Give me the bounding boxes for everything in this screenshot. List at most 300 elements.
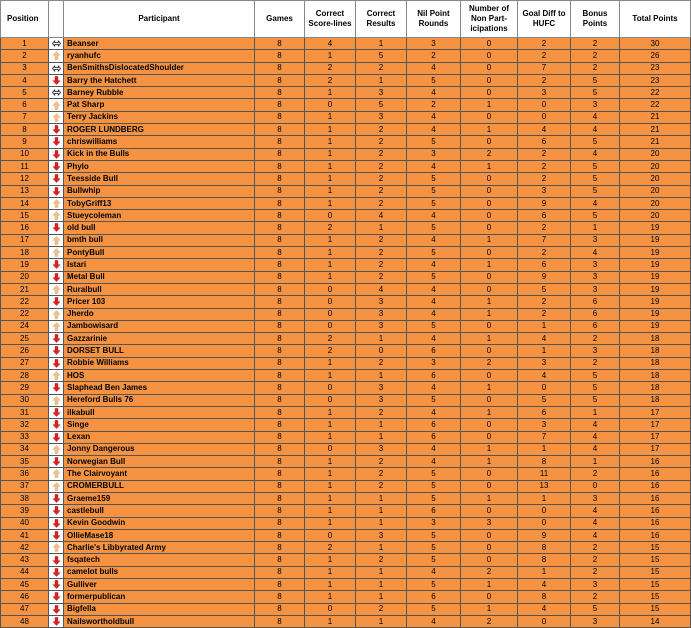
cell-bonus: 5 — [571, 87, 620, 99]
cell-total: 16 — [620, 517, 691, 529]
cell-results: 2 — [356, 160, 407, 172]
cell-total: 20 — [620, 185, 691, 197]
cell-goal-diff: 9 — [518, 271, 571, 283]
movement-indicator — [49, 124, 64, 136]
table-row — [1, 333, 691, 345]
cell-total: 20 — [620, 160, 691, 172]
cell-bonus: 4 — [571, 505, 620, 517]
cell-bonus: 4 — [571, 124, 620, 136]
cell-score-lines: 1 — [305, 615, 356, 627]
cell-score-lines: 1 — [305, 357, 356, 369]
cell-games: 8 — [255, 419, 305, 431]
cell-position: 8 — [1, 124, 49, 136]
cell-score-lines: 1 — [305, 173, 356, 185]
cell-position: 27 — [1, 357, 49, 369]
cell-participant: TobyGriff13 — [64, 197, 255, 209]
cell-non-participations: 1 — [461, 333, 518, 345]
cell-score-lines: 1 — [305, 517, 356, 529]
movement-indicator — [49, 382, 64, 394]
cell-score-lines: 0 — [305, 603, 356, 615]
cell-bonus: 4 — [571, 111, 620, 123]
movement-indicator — [49, 185, 64, 197]
cell-results: 2 — [356, 271, 407, 283]
cell-nil-rounds: 4 — [407, 296, 461, 308]
cell-participant: Gulliver — [64, 579, 255, 591]
cell-score-lines: 0 — [305, 529, 356, 541]
table-row — [1, 136, 691, 148]
cell-position: 1 — [1, 38, 49, 50]
cell-score-lines: 0 — [305, 296, 356, 308]
cell-results: 3 — [356, 308, 407, 320]
cell-bonus: 5 — [571, 136, 620, 148]
cell-nil-rounds: 6 — [407, 591, 461, 603]
cell-results: 3 — [356, 529, 407, 541]
cell-nil-rounds: 4 — [407, 566, 461, 578]
cell-position: 48 — [1, 615, 49, 627]
cell-nil-rounds: 4 — [407, 111, 461, 123]
cell-non-participations: 0 — [461, 431, 518, 443]
cell-non-participations: 1 — [461, 124, 518, 136]
cell-nil-rounds: 6 — [407, 419, 461, 431]
cell-games: 8 — [255, 370, 305, 382]
cell-position: 38 — [1, 492, 49, 504]
cell-goal-diff: 3 — [518, 185, 571, 197]
cell-score-lines: 1 — [305, 566, 356, 578]
cell-total: 19 — [620, 259, 691, 271]
cell-bonus: 5 — [571, 74, 620, 86]
cell-games: 8 — [255, 492, 305, 504]
cell-games: 8 — [255, 591, 305, 603]
cell-participant: Graeme159 — [64, 492, 255, 504]
cell-position: 11 — [1, 160, 49, 172]
cell-position: 2 — [1, 50, 49, 62]
cell-participant: Beanser — [64, 38, 255, 50]
up-arrow-icon — [52, 211, 61, 220]
cell-goal-diff: 1 — [518, 492, 571, 504]
up-arrow-icon — [52, 51, 61, 60]
cell-score-lines: 1 — [305, 480, 356, 492]
down-arrow-icon — [52, 408, 61, 417]
cell-participant: Stueycoleman — [64, 210, 255, 222]
cell-goal-diff: 7 — [518, 431, 571, 443]
table-row — [1, 394, 691, 406]
cell-goal-diff: 2 — [518, 296, 571, 308]
movement-indicator — [49, 38, 64, 50]
cell-total: 16 — [620, 492, 691, 504]
cell-participant: ryanhufc — [64, 50, 255, 62]
cell-score-lines: 2 — [305, 333, 356, 345]
cell-non-participations: 0 — [461, 554, 518, 566]
down-arrow-icon — [52, 297, 61, 306]
cell-goal-diff: 0 — [518, 615, 571, 627]
cell-goal-diff: 2 — [518, 74, 571, 86]
cell-participant: chriswilliams — [64, 136, 255, 148]
header-nil-rounds: Nil Point Rounds — [407, 1, 461, 38]
cell-nil-rounds: 5 — [407, 74, 461, 86]
cell-position: 36 — [1, 468, 49, 480]
cell-bonus: 4 — [571, 419, 620, 431]
cell-total: 17 — [620, 419, 691, 431]
up-arrow-icon — [52, 482, 61, 491]
movement-indicator — [49, 283, 64, 295]
cell-results: 2 — [356, 247, 407, 259]
cell-participant: Slaphead Ben James — [64, 382, 255, 394]
cell-total: 18 — [620, 345, 691, 357]
cell-goal-diff: 2 — [518, 222, 571, 234]
cell-participant: ilkabull — [64, 406, 255, 418]
cell-position: 28 — [1, 370, 49, 382]
cell-total: 23 — [620, 74, 691, 86]
cell-nil-rounds: 4 — [407, 259, 461, 271]
table-row — [1, 406, 691, 418]
cell-position: 12 — [1, 173, 49, 185]
cell-goal-diff: 7 — [518, 62, 571, 74]
up-arrow-icon — [52, 101, 61, 110]
table-row — [1, 283, 691, 295]
movement-indicator — [49, 517, 64, 529]
cell-position: 35 — [1, 456, 49, 468]
cell-results: 1 — [356, 615, 407, 627]
cell-games: 8 — [255, 222, 305, 234]
table-row — [1, 74, 691, 86]
cell-participant: Singe — [64, 419, 255, 431]
cell-participant: castlebull — [64, 505, 255, 517]
cell-nil-rounds: 2 — [407, 50, 461, 62]
cell-participant: HOS — [64, 370, 255, 382]
cell-bonus: 4 — [571, 148, 620, 160]
cell-results: 1 — [356, 505, 407, 517]
cell-results: 1 — [356, 542, 407, 554]
movement-indicator — [49, 259, 64, 271]
movement-indicator — [49, 173, 64, 185]
cell-goal-diff: 3 — [518, 87, 571, 99]
table-row — [1, 492, 691, 504]
cell-results: 5 — [356, 50, 407, 62]
cell-non-participations: 0 — [461, 345, 518, 357]
cell-total: 18 — [620, 357, 691, 369]
cell-total: 23 — [620, 62, 691, 74]
cell-total: 17 — [620, 406, 691, 418]
cell-position: 30 — [1, 394, 49, 406]
cell-total: 18 — [620, 382, 691, 394]
down-arrow-icon — [52, 568, 61, 577]
cell-position: 21 — [1, 283, 49, 295]
up-arrow-icon — [52, 310, 61, 319]
cell-non-participations: 0 — [461, 542, 518, 554]
cell-position: 39 — [1, 505, 49, 517]
cell-results: 1 — [356, 492, 407, 504]
table-body — [1, 38, 691, 628]
cell-score-lines: 1 — [305, 505, 356, 517]
cell-non-participations: 1 — [461, 308, 518, 320]
down-arrow-icon — [52, 383, 61, 392]
movement-indicator — [49, 74, 64, 86]
cell-bonus: 5 — [571, 382, 620, 394]
cell-results: 1 — [356, 38, 407, 50]
cell-results: 2 — [356, 185, 407, 197]
cell-position: 44 — [1, 566, 49, 578]
cell-position: 18 — [1, 247, 49, 259]
cell-position: 17 — [1, 234, 49, 246]
table-row — [1, 210, 691, 222]
cell-bonus: 3 — [571, 615, 620, 627]
cell-goal-diff: 4 — [518, 370, 571, 382]
header-total: Total Points — [620, 1, 691, 38]
cell-non-participations: 1 — [461, 382, 518, 394]
cell-non-participations: 1 — [461, 406, 518, 418]
cell-position: 24 — [1, 320, 49, 332]
cell-score-lines: 1 — [305, 50, 356, 62]
cell-score-lines: 1 — [305, 492, 356, 504]
cell-non-participations: 0 — [461, 222, 518, 234]
cell-total: 21 — [620, 111, 691, 123]
cell-games: 8 — [255, 234, 305, 246]
cell-games: 8 — [255, 296, 305, 308]
cell-goal-diff: 5 — [518, 283, 571, 295]
cell-nil-rounds: 5 — [407, 185, 461, 197]
cell-nil-rounds: 5 — [407, 271, 461, 283]
cell-results: 2 — [356, 197, 407, 209]
cell-total: 26 — [620, 50, 691, 62]
header-movement — [49, 1, 64, 38]
cell-results: 1 — [356, 419, 407, 431]
cell-bonus: 5 — [571, 210, 620, 222]
cell-results: 1 — [356, 566, 407, 578]
movement-indicator — [49, 406, 64, 418]
cell-nil-rounds: 5 — [407, 247, 461, 259]
cell-non-participations: 0 — [461, 173, 518, 185]
movement-indicator — [49, 394, 64, 406]
cell-nil-rounds: 5 — [407, 197, 461, 209]
movement-indicator — [49, 197, 64, 209]
cell-non-participations: 1 — [461, 259, 518, 271]
cell-bonus: 3 — [571, 259, 620, 271]
cell-nil-rounds: 5 — [407, 222, 461, 234]
cell-bonus: 4 — [571, 529, 620, 541]
cell-games: 8 — [255, 382, 305, 394]
cell-bonus: 1 — [571, 222, 620, 234]
movement-indicator — [49, 468, 64, 480]
table-row — [1, 615, 691, 627]
cell-total: 19 — [620, 247, 691, 259]
cell-participant: Phylo — [64, 160, 255, 172]
cell-nil-rounds: 4 — [407, 615, 461, 627]
cell-goal-diff: 2 — [518, 148, 571, 160]
cell-results: 3 — [356, 394, 407, 406]
cell-bonus: 3 — [571, 99, 620, 111]
cell-nil-rounds: 4 — [407, 333, 461, 345]
table-row — [1, 357, 691, 369]
cell-nil-rounds: 5 — [407, 542, 461, 554]
cell-score-lines: 1 — [305, 406, 356, 418]
cell-goal-diff: 4 — [518, 124, 571, 136]
cell-bonus: 6 — [571, 308, 620, 320]
cell-total: 16 — [620, 468, 691, 480]
cell-nil-rounds: 6 — [407, 505, 461, 517]
table-row — [1, 296, 691, 308]
header-row — [1, 1, 691, 38]
cell-non-participations: 2 — [461, 566, 518, 578]
down-arrow-icon — [52, 346, 61, 355]
movement-indicator — [49, 136, 64, 148]
cell-results: 1 — [356, 370, 407, 382]
cell-games: 8 — [255, 357, 305, 369]
table-row — [1, 99, 691, 111]
cell-non-participations: 1 — [461, 234, 518, 246]
cell-score-lines: 1 — [305, 87, 356, 99]
cell-games: 8 — [255, 271, 305, 283]
cell-nil-rounds: 4 — [407, 456, 461, 468]
left-right-arrow-icon — [52, 64, 61, 73]
cell-score-lines: 1 — [305, 197, 356, 209]
cell-position: 45 — [1, 579, 49, 591]
movement-indicator — [49, 222, 64, 234]
cell-participant: Kick in the Bulls — [64, 148, 255, 160]
cell-bonus: 2 — [571, 591, 620, 603]
cell-non-participations: 0 — [461, 529, 518, 541]
cell-position: 43 — [1, 554, 49, 566]
cell-total: 17 — [620, 431, 691, 443]
movement-indicator — [49, 591, 64, 603]
cell-bonus: 6 — [571, 296, 620, 308]
cell-bonus: 2 — [571, 554, 620, 566]
table-row — [1, 111, 691, 123]
movement-indicator — [49, 431, 64, 443]
cell-position: 29 — [1, 382, 49, 394]
cell-position: 9 — [1, 136, 49, 148]
cell-total: 15 — [620, 566, 691, 578]
cell-games: 8 — [255, 38, 305, 50]
table-row — [1, 173, 691, 185]
header-goal-diff: Goal Diff to HUFC — [518, 1, 571, 38]
cell-score-lines: 1 — [305, 247, 356, 259]
cell-position: 22 — [1, 308, 49, 320]
left-right-arrow-icon — [52, 88, 61, 97]
cell-participant: Kevin Goodwin — [64, 517, 255, 529]
cell-position: 25 — [1, 333, 49, 345]
cell-participant: Teesside Bull — [64, 173, 255, 185]
up-arrow-icon — [52, 285, 61, 294]
cell-nil-rounds: 4 — [407, 406, 461, 418]
cell-nil-rounds: 3 — [407, 148, 461, 160]
cell-games: 8 — [255, 406, 305, 418]
cell-total: 16 — [620, 529, 691, 541]
cell-position: 41 — [1, 529, 49, 541]
cell-goal-diff: 2 — [518, 308, 571, 320]
cell-games: 8 — [255, 566, 305, 578]
cell-non-participations: 1 — [461, 443, 518, 455]
cell-games: 8 — [255, 394, 305, 406]
movement-indicator — [49, 160, 64, 172]
cell-nil-rounds: 3 — [407, 517, 461, 529]
movement-indicator — [49, 247, 64, 259]
cell-score-lines: 0 — [305, 382, 356, 394]
table-row — [1, 542, 691, 554]
cell-non-participations: 0 — [461, 320, 518, 332]
cell-nil-rounds: 4 — [407, 87, 461, 99]
table-row — [1, 456, 691, 468]
table-row — [1, 370, 691, 382]
cell-position: 31 — [1, 406, 49, 418]
cell-results: 1 — [356, 74, 407, 86]
cell-nil-rounds: 5 — [407, 492, 461, 504]
cell-position: 16 — [1, 222, 49, 234]
movement-indicator — [49, 579, 64, 591]
cell-participant: PontyBull — [64, 247, 255, 259]
cell-nil-rounds: 5 — [407, 579, 461, 591]
cell-results: 1 — [356, 579, 407, 591]
movement-indicator — [49, 308, 64, 320]
cell-games: 8 — [255, 160, 305, 172]
cell-results: 2 — [356, 406, 407, 418]
cell-games: 8 — [255, 529, 305, 541]
table-row — [1, 554, 691, 566]
cell-nil-rounds: 5 — [407, 554, 461, 566]
cell-score-lines: 2 — [305, 74, 356, 86]
cell-goal-diff: 11 — [518, 468, 571, 480]
table-row — [1, 505, 691, 517]
table-row — [1, 603, 691, 615]
cell-games: 8 — [255, 259, 305, 271]
movement-indicator — [49, 529, 64, 541]
table-row — [1, 480, 691, 492]
cell-bonus: 6 — [571, 320, 620, 332]
cell-position: 7 — [1, 111, 49, 123]
cell-score-lines: 2 — [305, 62, 356, 74]
up-arrow-icon — [52, 322, 61, 331]
cell-non-participations: 0 — [461, 74, 518, 86]
cell-score-lines: 2 — [305, 345, 356, 357]
cell-bonus: 1 — [571, 406, 620, 418]
table-row — [1, 529, 691, 541]
header-participant: Participant — [64, 1, 255, 38]
cell-position: 40 — [1, 517, 49, 529]
cell-participant: CROMERBULL — [64, 480, 255, 492]
cell-non-participations: 0 — [461, 283, 518, 295]
cell-bonus: 4 — [571, 517, 620, 529]
table-row — [1, 197, 691, 209]
cell-goal-diff: 0 — [518, 517, 571, 529]
cell-non-participations: 1 — [461, 492, 518, 504]
cell-non-participations: 3 — [461, 517, 518, 529]
movement-indicator — [49, 419, 64, 431]
cell-total: 18 — [620, 333, 691, 345]
cell-results: 1 — [356, 222, 407, 234]
cell-participant: ROGER LUNDBERG — [64, 124, 255, 136]
cell-non-participations: 1 — [461, 160, 518, 172]
cell-score-lines: 0 — [305, 99, 356, 111]
cell-games: 8 — [255, 456, 305, 468]
cell-score-lines: 2 — [305, 542, 356, 554]
cell-bonus: 2 — [571, 468, 620, 480]
cell-results: 2 — [356, 173, 407, 185]
cell-score-lines: 4 — [305, 38, 356, 50]
cell-total: 22 — [620, 99, 691, 111]
cell-position: 5 — [1, 87, 49, 99]
down-arrow-icon — [52, 519, 61, 528]
cell-goal-diff: 2 — [518, 173, 571, 185]
cell-participant: fsqatech — [64, 554, 255, 566]
cell-games: 8 — [255, 74, 305, 86]
cell-participant: Gazzarinie — [64, 333, 255, 345]
cell-goal-diff: 0 — [518, 111, 571, 123]
cell-games: 8 — [255, 603, 305, 615]
movement-indicator — [49, 99, 64, 111]
cell-position: 3 — [1, 62, 49, 74]
cell-goal-diff: 2 — [518, 160, 571, 172]
cell-non-participations: 1 — [461, 579, 518, 591]
cell-participant: Jonny Dangerous — [64, 443, 255, 455]
